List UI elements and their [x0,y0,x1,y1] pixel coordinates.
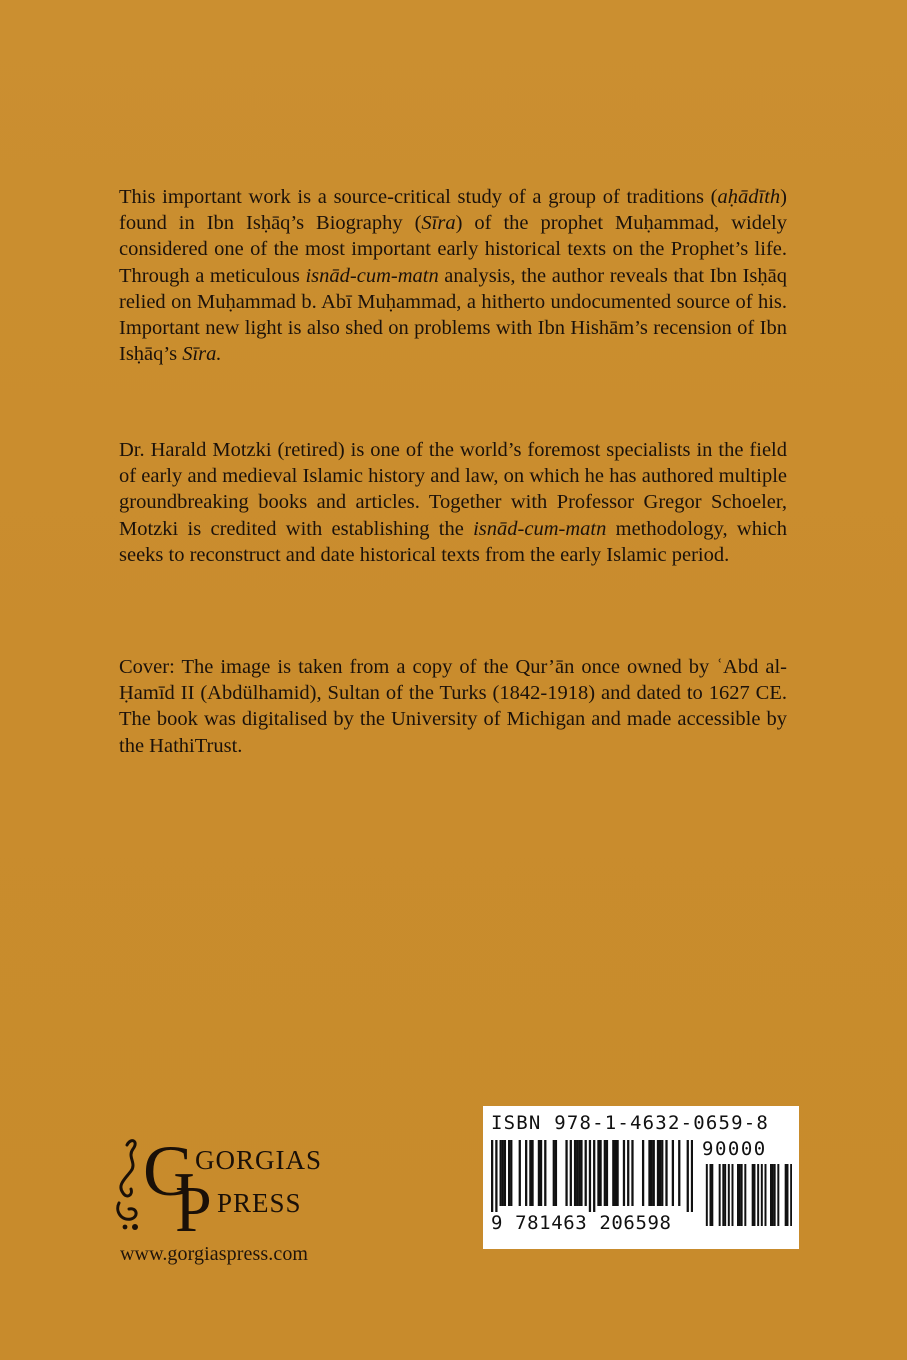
logo-word-gorgias: GORGIAS [195,1145,323,1175]
logo-word-press: PRESS [217,1188,302,1218]
addon-bar [754,1164,756,1226]
barcode-bar [585,1140,587,1206]
addon-bar [724,1164,726,1226]
barcode-bar [565,1140,567,1206]
addon-bar [722,1164,724,1226]
barcode-bar [504,1140,506,1206]
barcode-bar [495,1140,497,1212]
barcode-bar [616,1140,618,1206]
price-addon-number: 90000 [702,1138,767,1160]
description-paragraph: This important work is a source-critical study of a group of traditions (aḥādīth) found in Ibn Isḥāq’s Biography (Sīra) of the prophet Muḥammad, widely considered one of the most important early historical texts on the Prophet’s life. Through a meticulous isnād-cum-matn analysis, the author reveals that Ibn Isḥāq relied on Muḥammad b. Abī Muḥammad, a hitherto undocumented source of his. Important new light is also shed on problems with Ibn Hishām’s recension of Ibn Isḥāq’s Sīra. [119,186,788,366]
barcode-bar [508,1140,510,1206]
barcode-bar [500,1140,502,1206]
addon-bar [777,1164,779,1226]
barcode-bar [553,1140,555,1206]
addon-bar [728,1164,730,1226]
addon-bar [744,1164,746,1226]
isbn-barcode [483,1106,799,1249]
barcode-bar [642,1140,644,1206]
addon-bar [739,1164,741,1226]
barcode-bar [650,1140,652,1206]
addon-bar [711,1164,713,1226]
barcode-bar [612,1140,614,1206]
barcode-bar [678,1140,680,1206]
barcode-bar [606,1140,608,1206]
addon-bar [737,1164,739,1226]
ean-number: 9 781463 206598 [491,1212,672,1234]
addon-bar [761,1164,763,1226]
barcode-bar [648,1140,650,1206]
barcode-bar [589,1140,591,1212]
addon-bar [732,1164,734,1226]
addon-bar [774,1164,776,1226]
svg-text:G: G [143,1133,195,1211]
svg-text:P: P [175,1173,212,1233]
barcode-bar [597,1140,599,1206]
barcode-bar [653,1140,655,1206]
barcode-bar [529,1140,531,1206]
barcode-bar [627,1140,629,1206]
barcode-bar [525,1140,527,1206]
addon-bar [785,1164,787,1226]
addon-bar [719,1164,721,1226]
addon-bar [765,1164,767,1226]
addon-bar [752,1164,754,1226]
barcode-bar [691,1140,693,1212]
barcode-bar [578,1140,580,1206]
barcode-bar [672,1140,674,1206]
addon-bar [770,1164,772,1226]
addon-bar [706,1164,708,1226]
addon-bar [710,1164,712,1226]
author-bio-paragraph: Dr. Harald Motzki (retired) is one of the world’s foremost specialists in the field of early and medieval Islamic history and law, on which he has authored multiple groundbreaking books and articles. Together with Professor Gregor Schoeler, Motzki is credited with establishing the isnād-cum-matn methodology, which seeks to reconstruct and date historical texts from the early Islamic period. [119,439,787,566]
barcode-bar [599,1140,601,1206]
addon-bar [787,1164,789,1226]
barcode-bar [502,1140,504,1206]
addon-bar [741,1164,743,1226]
addon-bar [772,1164,774,1226]
barcode-bar [604,1140,606,1206]
barcode-bar [631,1140,633,1206]
cover-credit-paragraph: Cover: The image is taken from a copy of the Qur’ān once owned by ʿAbd al-Ḥamīd II (Abdülhamid), Sultan of the Turks (1842-1918) and dated to 1627 CE. The book was digitalised by the University of Michigan and made accessible by the HathiTrust. [119,656,787,757]
barcode-bar [687,1140,689,1212]
addon-bar [757,1164,759,1226]
barcode-bar [538,1140,540,1206]
publisher-url[interactable]: www.gorgiaspress.com [120,1243,309,1265]
barcode-bar [570,1140,572,1206]
barcode-bar [574,1140,576,1206]
addon-barcode-bars [704,1164,792,1226]
barcode-bar [540,1140,542,1206]
barcode-bar [657,1140,659,1206]
barcode-bar [661,1140,663,1206]
barcode-bar [491,1140,493,1212]
barcode-bar [544,1140,546,1206]
barcode-bar [593,1140,595,1212]
barcode-bar [659,1140,661,1206]
barcode-bar [623,1140,625,1206]
barcode-bar [555,1140,557,1206]
isbn-label: ISBN 978-1-4632-0659-8 [491,1112,770,1134]
barcode-bar [580,1140,582,1206]
barcode-bar [519,1140,521,1206]
addon-bar [790,1164,792,1226]
barcode-bar [531,1140,533,1206]
barcode-bar [614,1140,616,1206]
barcode-bar [576,1140,578,1206]
barcode-bar [510,1140,512,1206]
publisher-block [113,1133,343,1275]
gorgias-press-logo [113,1133,323,1233]
ean13-barcode-bars [491,1140,693,1212]
barcode-bar [665,1140,667,1206]
